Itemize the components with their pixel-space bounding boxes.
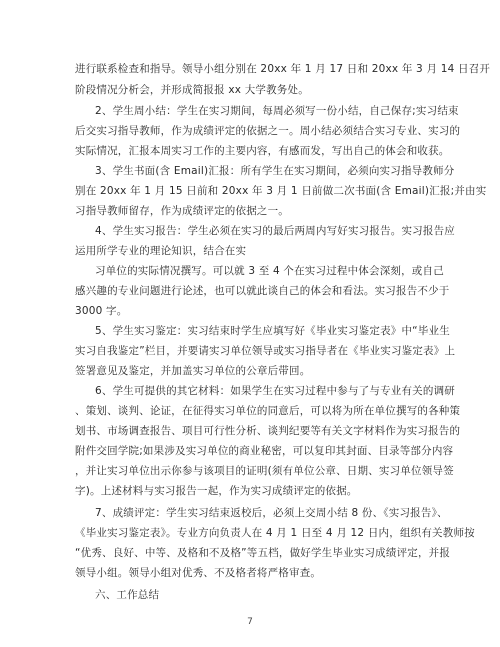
text-line: 2、学生周小结：学生在实习期间，每周必须写一份小结，自己保存;实习结束 (95, 105, 459, 117)
text-line: 习指导教师留存，作为成绩评定的依据之一。 (75, 205, 289, 217)
text-line: 习单位的实际情况撰写。可以就 3 至 4 个在实习过程中体会深刻，或自己 (95, 265, 444, 277)
text-line: 实际情况，汇报本周实习工作的主要内容，有感而发，写出自己的体会和收获。 (75, 145, 450, 157)
text-line: “优秀、良好、中等、及格和不及格”等五档，做好学生毕业实习成绩评定，并报 (75, 547, 451, 559)
text-line: 7、成绩评定：学生实习结束返校后，必须上交周小结 8 份、《实习报告》、 (95, 507, 448, 519)
text-line: 字)。上述材料与实习报告一起，作为实习成绩评定的依据。 (75, 485, 358, 497)
text-line: 5、学生实习鉴定：实习结束时学生应填写好《毕业实习鉴定表》中“毕业生 (95, 325, 450, 337)
text-line: 后交实习指导教师，作为成绩评定的依据之一。周小结必须结合实习专业、实习的 (75, 125, 461, 137)
page-number: 7 (247, 617, 253, 627)
text-line: 6、学生可提供的其它材料：如果学生在实习过程中参与了与专业有关的调研 (95, 385, 455, 397)
text-line: 别在 20xx 年 1 月 15 日前和 20xx 年 3 月 1 日前做二次书面(含 Email)汇报;并由实 (75, 185, 487, 197)
text-line: 划书、市场调查报告、项目可行性分析、谈判纪要等有关文字材料作为实习报告的 (75, 425, 461, 437)
text-line: 进行联系检查和指导。领导小组分别在 20xx 年 1 月 17 日和 20xx 年 3 月 14 日召开 (75, 63, 491, 75)
section-heading: 六、工作总结 (95, 589, 160, 601)
text-line: 签署意见及鉴定，并加盖实习单位的公章后带回。 (75, 365, 311, 377)
text-line: 3000 字。 (75, 305, 128, 317)
text-line: 3、学生书面(含 Email)汇报：所有学生在实习期间，必须向实习指导教师分 (95, 165, 455, 177)
text-line: 阶段情况分析会，并形成简报报 xx 大学教务处。 (75, 84, 309, 96)
text-line: 《毕业实习鉴定表》。专业方向负责人在 4 月 1 日至 4 月 12 日内，组织有关教师按 (75, 527, 475, 539)
text-line: 实习自我鉴定”栏目，并要请实习单位领导或实习指导者在《毕业实习鉴定表》上 (75, 345, 456, 357)
text-line: ，并让实习单位出示你参与该项目的证明(须有单位公章、日期、实习单位领导签 (75, 465, 454, 477)
text-line: 感兴趣的专业问题进行论述，也可以就此谈自己的体会和看法。实习报告不少于 (75, 285, 450, 297)
text-line: 运用所学专业的理论知识，结合在实 (75, 245, 247, 257)
text-line: 领导小组。领导小组对优秀、不及格者将严格审查。 (75, 567, 322, 579)
text-line: 附件交回学院;如果涉及实习单位的商业秘密，可以复印其封面、目录等部分内容 (75, 445, 454, 457)
text-line: 4、学生实习报告：学生必须在实习的最后两周内写好实习报告。实习报告应 (95, 225, 455, 237)
text-line: 、策划、谈判、论证，在征得实习单位的同意后，可以将为所在单位撰写的各种策 (75, 405, 461, 417)
